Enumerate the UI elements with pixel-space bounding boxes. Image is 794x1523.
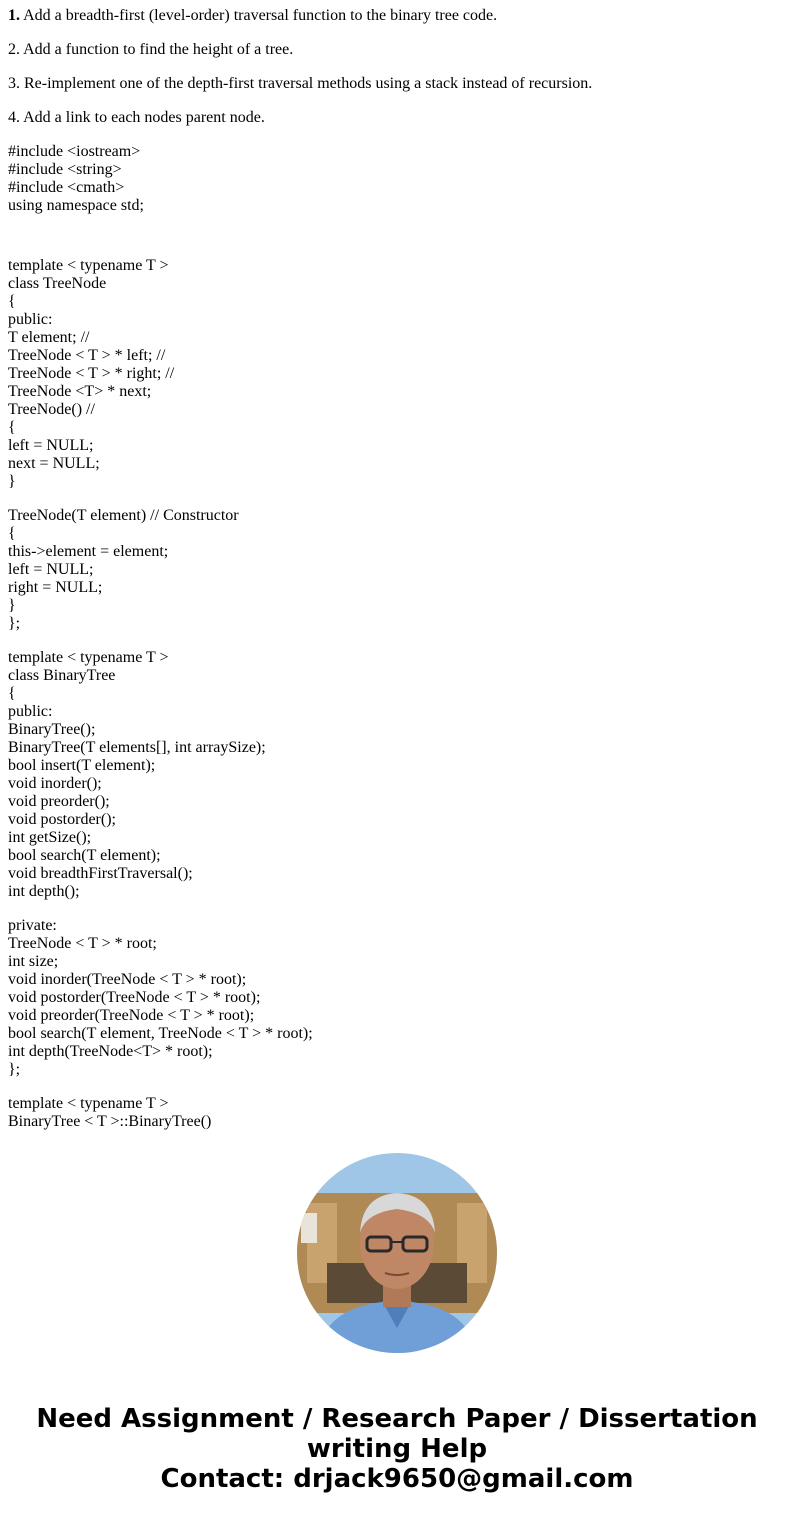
code-line: class TreeNode — [8, 275, 107, 292]
code-line: }; — [8, 615, 21, 632]
code-line: next = NULL; — [8, 455, 100, 472]
code-line: this->element = element; — [8, 543, 169, 560]
code-line: public: — [8, 311, 53, 328]
code-line: int size; — [8, 953, 59, 970]
code-line: { — [8, 419, 16, 436]
code-line: TreeNode < T > * left; // — [8, 347, 166, 364]
code-line: private: — [8, 917, 57, 934]
code-line: template < typename T > — [8, 1095, 169, 1112]
code-line: TreeNode() // — [8, 401, 95, 418]
code-line: void postorder(); — [8, 811, 116, 828]
code-line: int getSize(); — [8, 829, 92, 846]
code-line: void preorder(TreeNode < T > * root); — [8, 1007, 255, 1024]
code-treenode-class — [8, 257, 788, 491]
code-line: left = NULL; — [8, 437, 94, 454]
code-line: left = NULL; — [8, 561, 94, 578]
code-line: public: — [8, 703, 53, 720]
code-line: #include <cmath> — [8, 179, 125, 196]
code-line: template < typename T > — [8, 257, 169, 274]
code-line: TreeNode < T > * root; — [8, 935, 157, 952]
code-line: void preorder(); — [8, 793, 110, 810]
code-line: void postorder(TreeNode < T > * root); — [8, 989, 261, 1006]
code-line: #include <string> — [8, 161, 122, 178]
code-line: bool search(T element, TreeNode < T > * root); — [8, 1025, 313, 1042]
code-line: void inorder(); — [8, 775, 102, 792]
code-binarytree-ctor — [8, 1095, 788, 1131]
code-line: void breadthFirstTraversal(); — [8, 865, 193, 882]
code-line: { — [8, 293, 16, 310]
task-item — [8, 7, 788, 25]
task-item — [8, 75, 788, 93]
code-line: class BinaryTree — [8, 667, 116, 684]
code-line: BinaryTree < T >::BinaryTree() — [8, 1113, 212, 1130]
code-line: } — [8, 597, 16, 614]
task-text: 3. Re-implement one of the depth-first traversal methods using a stack instead of recursion. — [8, 75, 593, 92]
code-treenode-constructor — [8, 507, 788, 633]
code-line: #include <iostream> — [8, 143, 141, 160]
footer-line-3: Contact: drjack9650@gmail.com — [160, 1464, 634, 1494]
code-line: int depth(); — [8, 883, 80, 900]
code-binarytree-public — [8, 649, 788, 901]
code-line: TreeNode < T > * right; // — [8, 365, 175, 382]
spacer — [8, 231, 788, 257]
task-item — [8, 109, 788, 127]
code-line: right = NULL; — [8, 579, 103, 596]
footer-line-1: Need Assignment / Research Paper / Dissertation — [36, 1404, 758, 1434]
code-line: TreeNode(T element) // Constructor — [8, 507, 239, 524]
code-line: template < typename T > — [8, 649, 169, 666]
code-line: { — [8, 685, 16, 702]
task-item — [8, 41, 788, 59]
code-line: int depth(TreeNode<T> * root); — [8, 1043, 213, 1060]
task-text: 2. Add a function to find the height of a tree. — [8, 41, 294, 58]
task-text: Add a breadth-first (level-order) traversal function to the binary tree code. — [20, 7, 498, 24]
code-binarytree-private — [8, 917, 788, 1079]
code-line: void inorder(TreeNode < T > * root); — [8, 971, 247, 988]
author-photo — [297, 1153, 497, 1353]
code-line: }; — [8, 1061, 21, 1078]
code-line: } — [8, 473, 16, 490]
code-line: TreeNode <T> * next; — [8, 383, 152, 400]
code-line: bool insert(T element); — [8, 757, 156, 774]
task-number: 1. — [8, 7, 20, 24]
code-includes — [8, 143, 788, 215]
task-list — [8, 7, 788, 127]
code-line: using namespace std; — [8, 197, 144, 214]
footer-line-2: writing Help — [306, 1434, 488, 1464]
code-line: BinaryTree(); — [8, 721, 96, 738]
code-line: BinaryTree(T elements[], int arraySize); — [8, 739, 266, 756]
footer-banner — [0, 1404, 794, 1494]
code-line: T element; // — [8, 329, 90, 346]
code-line: bool search(T element); — [8, 847, 161, 864]
document-body — [8, 7, 788, 1147]
code-line: { — [8, 525, 16, 542]
task-text: 4. Add a link to each nodes parent node. — [8, 109, 265, 126]
